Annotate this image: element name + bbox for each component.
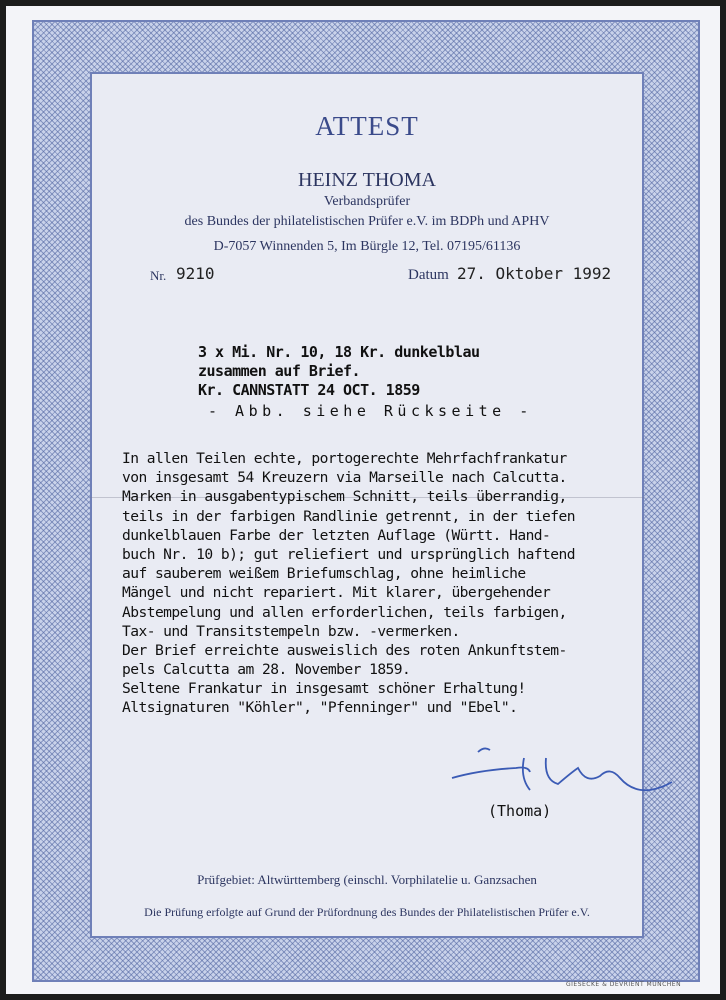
item-reference-note: - Abb. siehe Rückseite - xyxy=(208,402,533,420)
certificate-text-line: Tax- und Transitstempeln bzw. -vermerken. xyxy=(122,622,460,640)
certificate-text xyxy=(122,449,642,718)
certificate-page xyxy=(6,6,720,994)
datum-value: 27. Oktober 1992 xyxy=(457,264,612,283)
certificate-text-line: auf sauberem weißem Briefumschlag, ohne heimliche xyxy=(122,565,526,583)
certificate-text-line: dunkelblauen Farbe der letzten Auflage (Württ. Hand- xyxy=(122,526,551,544)
item-description-line: 3 x Mi. Nr. 10, 18 Kr. dunkelblau xyxy=(198,343,480,361)
certificate-title: ATTEST xyxy=(315,111,419,141)
printer-imprint: GIESECKE & DEVRIENT MÜNCHEN xyxy=(566,981,682,988)
examiner-address: D-7057 Winnenden 5, Im Bürgle 12, Tel. 07195/61136 xyxy=(213,239,521,254)
item-description-line: zusammen auf Brief. xyxy=(198,362,361,380)
nr-label: Nr. xyxy=(150,268,167,283)
certificate-text-line: Marken in ausgabentypischem Schnitt, teils überrandig, xyxy=(122,488,567,506)
certificate-text-line: teils in der farbigen Randlinie getrennt, in der tiefen xyxy=(122,507,575,525)
certificate-text-line: von insgesamt 54 Kreuzern via Marseille nach Calcutta. xyxy=(122,469,567,487)
examination-scope: Prüfgebiet: Altwürttemberg (einschl. Vorphilatelie u. Ganzsachen xyxy=(197,872,537,887)
examiner-association: des Bundes der philatelistischen Prüfer e.V. im BDPh und APHV xyxy=(184,214,550,229)
certificate-text-line: Altsignaturen "Köhler", "Pfenninger" und "Ebel". xyxy=(122,699,518,717)
datum-label: Datum xyxy=(408,267,449,283)
handwritten-signature xyxy=(450,744,690,806)
examination-rules-note: Die Prüfung erfolgte auf Grund der Prüfordnung des Bundes der Philatelistischen Prüfer e.V. xyxy=(144,905,590,919)
nr-value: 9210 xyxy=(176,264,215,283)
certificate-text-line: buch Nr. 10 b); gut reliefiert und ursprünglich haftend xyxy=(122,545,575,563)
examiner-name: HEINZ THOMA xyxy=(298,169,436,191)
signatory-name: (Thoma) xyxy=(488,802,552,820)
certificate-text-line: Abstempelung und allen erforderlichen, teils farbigen, xyxy=(122,603,567,621)
examiner-role: Verbandsprüfer xyxy=(323,194,411,209)
certificate-text-line: In allen Teilen echte, portogerechte Mehrfachfrankatur xyxy=(122,450,567,467)
certificate-text-line: Seltene Frankatur in insgesamt schöner Erhaltung! xyxy=(122,680,526,698)
item-description-line: Kr. CANNSTATT 24 OCT. 1859 xyxy=(198,381,420,399)
certificate-text-line: pels Calcutta am 28. November 1859. xyxy=(122,661,411,679)
certificate-text-line: Der Brief erreichte ausweislich des roten Ankunftstem- xyxy=(122,641,567,659)
certificate-text-line: Mängel und nicht repariert. Mit klarer, übergehender xyxy=(122,584,551,602)
